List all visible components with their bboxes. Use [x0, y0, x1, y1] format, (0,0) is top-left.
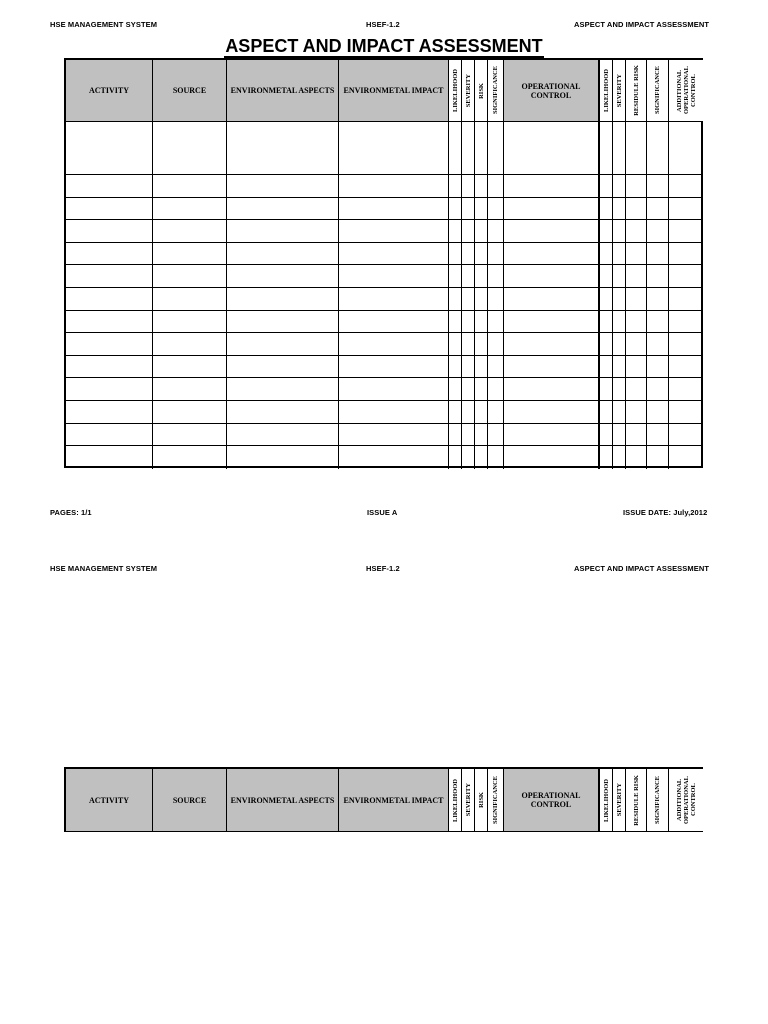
table-cell-significance2[interactable]: [647, 401, 669, 424]
table-cell-risk[interactable]: [475, 446, 488, 469]
col-header-env-aspects-p2: [227, 769, 339, 831]
table-cell-operational-control[interactable]: [504, 243, 600, 266]
table-cell-significance2[interactable]: [647, 265, 669, 288]
table-cell-severity[interactable]: [462, 356, 475, 379]
table-cell-env-impact[interactable]: [339, 356, 449, 379]
col-header-label: ADDITIONAL OPERATIONAL CONTROL: [675, 776, 697, 824]
table-cell-likelihood[interactable]: [449, 220, 462, 243]
header-form-title: ASPECT AND IMPACT ASSESSMENT: [574, 20, 710, 29]
table-cell-residue-risk[interactable]: [626, 288, 647, 311]
table-cell-operational-control[interactable]: [504, 333, 600, 356]
col-header-source-p2: [153, 769, 227, 831]
table-cell-env-impact[interactable]: [339, 220, 449, 243]
table-cell-significance[interactable]: [488, 243, 504, 266]
table-cell-significance2[interactable]: [647, 243, 669, 266]
table-cell-significance[interactable]: [488, 311, 504, 334]
table-cell-env-aspects[interactable]: [227, 175, 339, 198]
col-header-source: [153, 60, 227, 122]
col-header-additional-control-p2: [669, 769, 703, 831]
table-cell-likelihood2[interactable]: [600, 175, 613, 198]
col-header-label: ACTIVITY: [88, 86, 129, 95]
col-header-likelihood: [449, 60, 462, 122]
table-cell-severity[interactable]: [462, 220, 475, 243]
col-header-likelihood2-p2: [600, 769, 613, 831]
table-cell-activity[interactable]: [66, 288, 153, 311]
table-cell-likelihood[interactable]: [449, 198, 462, 221]
col-header-label: RESIDULE RISK: [632, 65, 640, 116]
table-cell-risk[interactable]: [475, 356, 488, 379]
page-title: ASPECT AND IMPACT ASSESSMENT: [225, 36, 543, 56]
table-cell-risk[interactable]: [475, 333, 488, 356]
table-cell-additional-control[interactable]: [669, 288, 703, 311]
table-cell-residue-risk[interactable]: [626, 198, 647, 221]
table-cell-source[interactable]: [153, 378, 227, 401]
col-header-label: ADDITIONAL OPERATIONAL CONTROL: [675, 66, 697, 115]
col-header-label: LIKELIHOOD: [602, 778, 610, 822]
col-header-label: RESIDULE RISK: [632, 774, 640, 826]
table-cell-risk[interactable]: [475, 198, 488, 221]
table-cell-operational-control[interactable]: [504, 311, 600, 334]
table-cell-source[interactable]: [153, 288, 227, 311]
footer-issue: ISSUE A: [367, 508, 398, 517]
table-cell-likelihood2[interactable]: [600, 198, 613, 221]
table-cell-likelihood[interactable]: [449, 265, 462, 288]
table-cell-significance2[interactable]: [647, 378, 669, 401]
table-cell-activity[interactable]: [66, 333, 153, 356]
table-cell-severity[interactable]: [462, 288, 475, 311]
table-cell-significance2[interactable]: [647, 311, 669, 334]
table-cell-severity[interactable]: [462, 424, 475, 447]
table-cell-operational-control[interactable]: [504, 220, 600, 243]
col-header-activity: [66, 60, 153, 122]
col-header-severity-p2: [462, 769, 475, 831]
table-cell-severity[interactable]: [462, 333, 475, 356]
header-form-code-p2: HSEF-1.2: [366, 564, 400, 573]
col-header-residue-risk: [626, 60, 647, 122]
col-header-label: SEVERITY: [615, 73, 623, 108]
table-cell-source[interactable]: [153, 424, 227, 447]
col-header-label: SOURCE: [172, 795, 207, 805]
table-cell-significance2[interactable]: [647, 356, 669, 379]
table-cell-likelihood[interactable]: [449, 333, 462, 356]
col-header-label: ACTIVITY: [88, 795, 129, 805]
table-cell-source[interactable]: [153, 220, 227, 243]
table-cell-likelihood2[interactable]: [600, 288, 613, 311]
table-cell-additional-control[interactable]: [669, 333, 703, 356]
table-cell-activity[interactable]: [66, 175, 153, 198]
col-header-severity2-p2: [613, 769, 626, 831]
table-cell-operational-control[interactable]: [504, 175, 600, 198]
table-cell-severity2[interactable]: [613, 401, 626, 424]
table-cell-residue-risk[interactable]: [626, 401, 647, 424]
table-cell-env-aspects[interactable]: [227, 378, 339, 401]
table-cell-likelihood2[interactable]: [600, 401, 613, 424]
col-header-env-impact: [339, 60, 449, 122]
table-cell-severity2[interactable]: [613, 424, 626, 447]
table-cell-significance[interactable]: [488, 378, 504, 401]
table-cell-severity2[interactable]: [613, 288, 626, 311]
table-cell-activity[interactable]: [66, 243, 153, 266]
header-form-code: HSEF-1.2: [366, 20, 400, 29]
table-cell-additional-control[interactable]: [669, 378, 703, 401]
table-cell-activity[interactable]: [66, 446, 153, 469]
col-header-residue-risk-p2: [626, 769, 647, 831]
table-cell-severity[interactable]: [462, 446, 475, 469]
table-cell-likelihood2[interactable]: [600, 378, 613, 401]
header-system-name: HSE MANAGEMENT SYSTEM: [50, 20, 158, 29]
footer-issue-date: ISSUE DATE: July,2012: [623, 508, 708, 517]
table-cell-env-aspects[interactable]: [227, 424, 339, 447]
table-cell-likelihood2[interactable]: [600, 333, 613, 356]
table-cell-significance[interactable]: [488, 446, 504, 469]
table-cell-env-aspects[interactable]: [227, 311, 339, 334]
table-cell-severity2[interactable]: [613, 265, 626, 288]
table-cell-additional-control[interactable]: [669, 356, 703, 379]
table-cell-env-impact[interactable]: [339, 288, 449, 311]
table-cell-residue-risk[interactable]: [626, 175, 647, 198]
table-cell-env-impact[interactable]: [339, 333, 449, 356]
table-cell-env-aspects[interactable]: [227, 122, 339, 175]
table-cell-residue-risk[interactable]: [626, 333, 647, 356]
table-cell-residue-risk[interactable]: [626, 424, 647, 447]
table-cell-activity[interactable]: [66, 378, 153, 401]
table-cell-risk[interactable]: [475, 288, 488, 311]
table-cell-activity[interactable]: [66, 401, 153, 424]
col-header-label: ENVIRONMETAL IMPACT: [343, 86, 444, 95]
table-cell-env-impact[interactable]: [339, 265, 449, 288]
table-cell-additional-control[interactable]: [669, 401, 703, 424]
table-cell-activity[interactable]: [66, 265, 153, 288]
table-cell-severity[interactable]: [462, 265, 475, 288]
table-cell-severity2[interactable]: [613, 198, 626, 221]
table-cell-likelihood2[interactable]: [600, 243, 613, 266]
table-cell-severity2[interactable]: [613, 446, 626, 469]
table-cell-likelihood[interactable]: [449, 424, 462, 447]
col-header-significance2: [647, 60, 669, 122]
table-cell-likelihood2[interactable]: [600, 311, 613, 334]
col-header-significance-p2: [488, 769, 504, 831]
table-cell-likelihood[interactable]: [449, 356, 462, 379]
table-cell-risk[interactable]: [475, 311, 488, 334]
table-cell-significance[interactable]: [488, 265, 504, 288]
col-header-label: OPERATIONAL CONTROL: [521, 81, 581, 100]
col-header-additional-control: [669, 60, 703, 122]
table-cell-likelihood[interactable]: [449, 288, 462, 311]
table-cell-likelihood[interactable]: [449, 175, 462, 198]
table-cell-risk[interactable]: [475, 378, 488, 401]
col-header-likelihood-p2: [449, 769, 462, 831]
table-cell-residue-risk[interactable]: [626, 220, 647, 243]
table-cell-severity[interactable]: [462, 122, 475, 175]
col-header-activity-p2: [66, 769, 153, 831]
col-header-label: SEVERITY: [464, 73, 472, 108]
table-cell-activity[interactable]: [66, 424, 153, 447]
table-cell-risk[interactable]: [475, 401, 488, 424]
col-header-label: SIGNIFICANCE: [654, 66, 661, 115]
table-cell-severity2[interactable]: [613, 220, 626, 243]
table-cell-env-impact[interactable]: [339, 378, 449, 401]
table-cell-env-aspects[interactable]: [227, 288, 339, 311]
table-cell-activity[interactable]: [66, 311, 153, 334]
table-cell-severity[interactable]: [462, 311, 475, 334]
table-cell-significance[interactable]: [488, 356, 504, 379]
table-cell-significance[interactable]: [488, 175, 504, 198]
table-cell-additional-control[interactable]: [669, 311, 703, 334]
table-cell-additional-control[interactable]: [669, 122, 703, 175]
col-header-label: RISK: [477, 792, 485, 808]
table-cell-env-impact[interactable]: [339, 424, 449, 447]
col-header-label: ENVIRONMETAL ASPECTS: [230, 795, 335, 805]
col-header-label: SOURCE: [172, 86, 207, 95]
col-header-label: SIGNIFICANCE: [492, 775, 499, 825]
table-cell-operational-control[interactable]: [504, 424, 600, 447]
table-cell-likelihood2[interactable]: [600, 446, 613, 469]
table-cell-significance[interactable]: [488, 288, 504, 311]
table-cell-likelihood[interactable]: [449, 243, 462, 266]
table-cell-env-aspects[interactable]: [227, 401, 339, 424]
col-header-likelihood2: [600, 60, 613, 122]
table-cell-operational-control[interactable]: [504, 288, 600, 311]
table-cell-significance2[interactable]: [647, 175, 669, 198]
table-cell-severity[interactable]: [462, 243, 475, 266]
table-cell-severity2[interactable]: [613, 333, 626, 356]
table-cell-activity[interactable]: [66, 356, 153, 379]
table-cell-residue-risk[interactable]: [626, 243, 647, 266]
table-cell-severity[interactable]: [462, 198, 475, 221]
table-cell-residue-risk[interactable]: [626, 122, 647, 175]
table-cell-residue-risk[interactable]: [626, 446, 647, 469]
table-cell-additional-control[interactable]: [669, 424, 703, 447]
table-cell-residue-risk[interactable]: [626, 356, 647, 379]
table-cell-operational-control[interactable]: [504, 198, 600, 221]
col-header-severity2: [613, 60, 626, 122]
col-header-significance: [488, 60, 504, 122]
table-cell-significance[interactable]: [488, 424, 504, 447]
table-cell-source[interactable]: [153, 333, 227, 356]
table-cell-additional-control[interactable]: [669, 198, 703, 221]
table-cell-risk[interactable]: [475, 220, 488, 243]
table-cell-severity[interactable]: [462, 401, 475, 424]
col-header-label: LIKELIHOOD: [451, 778, 459, 822]
col-header-label: ENVIRONMETAL IMPACT: [343, 795, 444, 805]
table-cell-activity[interactable]: [66, 220, 153, 243]
table-cell-additional-control[interactable]: [669, 220, 703, 243]
col-header-operational-control: [504, 60, 600, 122]
table-cell-additional-control[interactable]: [669, 175, 703, 198]
table-cell-severity2[interactable]: [613, 122, 626, 175]
col-header-label: LIKELIHOOD: [451, 69, 459, 112]
table-cell-source[interactable]: [153, 265, 227, 288]
table-cell-source[interactable]: [153, 401, 227, 424]
table-cell-likelihood2[interactable]: [600, 265, 613, 288]
col-header-risk: [475, 60, 488, 122]
table-cell-risk[interactable]: [475, 243, 488, 266]
table-cell-activity[interactable]: [66, 122, 153, 175]
table-cell-operational-control[interactable]: [504, 401, 600, 424]
table-cell-severity2[interactable]: [613, 378, 626, 401]
table-cell-risk[interactable]: [475, 265, 488, 288]
table-cell-operational-control[interactable]: [504, 265, 600, 288]
table-cell-severity[interactable]: [462, 378, 475, 401]
table-cell-significance2[interactable]: [647, 446, 669, 469]
table-cell-source[interactable]: [153, 446, 227, 469]
table-cell-env-impact[interactable]: [339, 311, 449, 334]
table-cell-severity2[interactable]: [613, 243, 626, 266]
header-system-name-p2: HSE MANAGEMENT SYSTEM: [50, 564, 158, 573]
table-cell-risk[interactable]: [475, 424, 488, 447]
table-cell-env-impact[interactable]: [339, 175, 449, 198]
table-cell-likelihood[interactable]: [449, 378, 462, 401]
header-form-title-p2: ASPECT AND IMPACT ASSESSMENT: [574, 564, 710, 573]
table-cell-severity2[interactable]: [613, 356, 626, 379]
table-cell-additional-control[interactable]: [669, 446, 703, 469]
table-cell-risk[interactable]: [475, 122, 488, 175]
col-header-label: SIGNIFICANCE: [492, 66, 499, 115]
assessment-table-continued: [64, 767, 703, 832]
table-cell-likelihood2[interactable]: [600, 356, 613, 379]
col-header-label: LIKELIHOOD: [602, 69, 610, 112]
table-cell-likelihood[interactable]: [449, 401, 462, 424]
table-cell-residue-risk[interactable]: [626, 311, 647, 334]
table-cell-significance[interactable]: [488, 401, 504, 424]
table-cell-activity[interactable]: [66, 198, 153, 221]
table-cell-severity[interactable]: [462, 175, 475, 198]
table-cell-source[interactable]: [153, 198, 227, 221]
table-cell-likelihood[interactable]: [449, 311, 462, 334]
table-cell-env-aspects[interactable]: [227, 446, 339, 469]
table-cell-likelihood2[interactable]: [600, 220, 613, 243]
table-cell-source[interactable]: [153, 311, 227, 334]
table-cell-additional-control[interactable]: [669, 243, 703, 266]
table-cell-residue-risk[interactable]: [626, 265, 647, 288]
col-header-operational-control-p2: [504, 769, 600, 831]
col-header-env-aspects: [227, 60, 339, 122]
table-cell-significance2[interactable]: [647, 122, 669, 175]
col-header-severity: [462, 60, 475, 122]
table-cell-significance[interactable]: [488, 333, 504, 356]
table-cell-likelihood2[interactable]: [600, 424, 613, 447]
footer-pages: PAGES: 1/1: [50, 508, 92, 517]
table-cell-env-aspects[interactable]: [227, 333, 339, 356]
table-cell-significance[interactable]: [488, 220, 504, 243]
table-cell-source[interactable]: [153, 175, 227, 198]
col-header-label: ENVIRONMETAL ASPECTS: [230, 86, 335, 95]
table-cell-env-impact[interactable]: [339, 122, 449, 175]
table-cell-env-aspects[interactable]: [227, 243, 339, 266]
col-header-label: SEVERITY: [464, 783, 472, 817]
table-cell-likelihood[interactable]: [449, 446, 462, 469]
table-cell-env-impact[interactable]: [339, 446, 449, 469]
table-cell-env-aspects[interactable]: [227, 220, 339, 243]
table-cell-likelihood2[interactable]: [600, 122, 613, 175]
col-header-risk-p2: [475, 769, 488, 831]
table-cell-operational-control[interactable]: [504, 378, 600, 401]
table-cell-env-aspects[interactable]: [227, 265, 339, 288]
table-cell-operational-control[interactable]: [504, 446, 600, 469]
table-cell-likelihood[interactable]: [449, 122, 462, 175]
table-cell-significance2[interactable]: [647, 288, 669, 311]
table-cell-additional-control[interactable]: [669, 265, 703, 288]
table-cell-significance2[interactable]: [647, 220, 669, 243]
col-header-label: OPERATIONAL CONTROL: [521, 791, 581, 809]
table-cell-source[interactable]: [153, 356, 227, 379]
table-cell-significance2[interactable]: [647, 424, 669, 447]
table-cell-env-impact[interactable]: [339, 243, 449, 266]
table-cell-residue-risk[interactable]: [626, 378, 647, 401]
table-cell-env-aspects[interactable]: [227, 198, 339, 221]
col-header-label: SEVERITY: [615, 783, 623, 817]
table-cell-significance[interactable]: [488, 122, 504, 175]
table-cell-env-impact[interactable]: [339, 401, 449, 424]
table-cell-significance2[interactable]: [647, 333, 669, 356]
col-header-label: SIGNIFICANCE: [654, 775, 661, 825]
table-cell-significance[interactable]: [488, 198, 504, 221]
col-header-label: RISK: [477, 82, 485, 99]
table-cell-significance2[interactable]: [647, 198, 669, 221]
table-cell-env-impact[interactable]: [339, 198, 449, 221]
table-cell-risk[interactable]: [475, 175, 488, 198]
table-cell-severity2[interactable]: [613, 175, 626, 198]
table-cell-source[interactable]: [153, 243, 227, 266]
col-header-significance2-p2: [647, 769, 669, 831]
table-cell-env-aspects[interactable]: [227, 356, 339, 379]
table-cell-operational-control[interactable]: [504, 356, 600, 379]
assessment-table: [64, 58, 703, 468]
col-header-env-impact-p2: [339, 769, 449, 831]
table-cell-source[interactable]: [153, 122, 227, 175]
table-cell-operational-control[interactable]: [504, 122, 600, 175]
table-cell-severity2[interactable]: [613, 311, 626, 334]
